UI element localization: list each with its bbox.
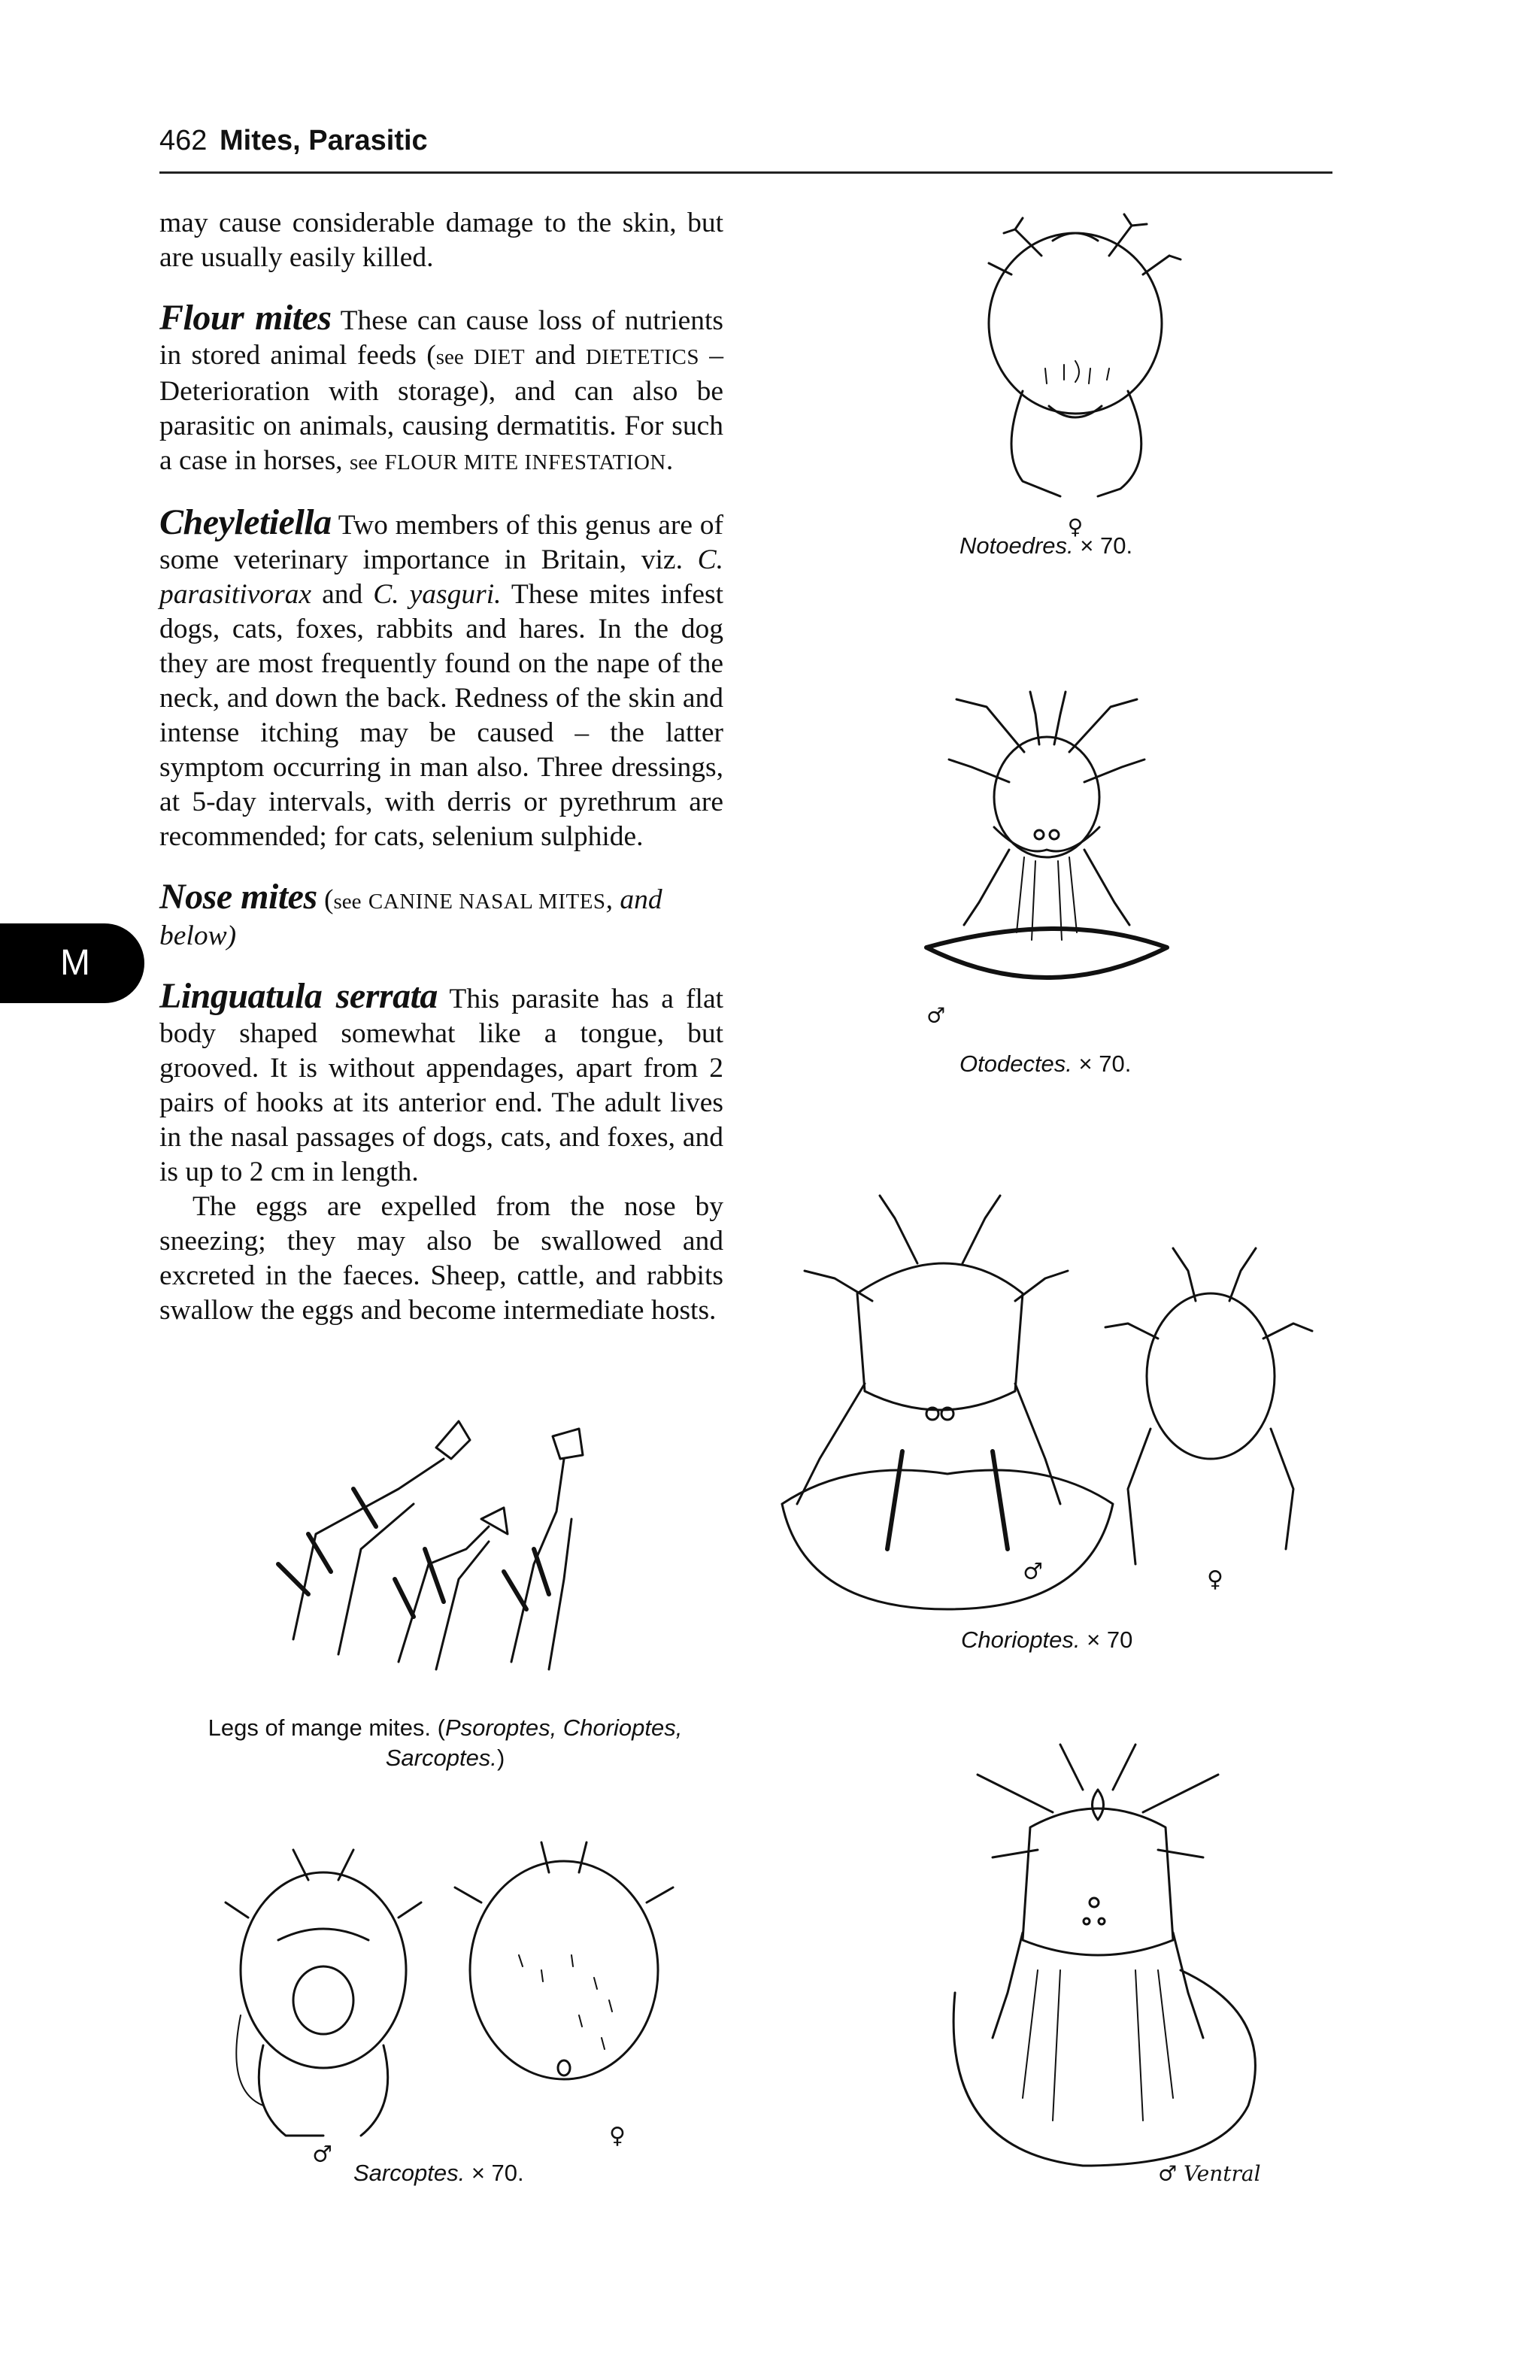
thumb-index-tab[interactable]: M xyxy=(0,923,144,1003)
headword: Linguatula serrata xyxy=(159,976,438,1016)
ventral-label: ♂ Ventral xyxy=(1158,2161,1261,2186)
caption-sarcoptes: Sarcoptes. × 70. xyxy=(353,2160,524,2186)
species-name: C. parasitivorax xyxy=(159,544,724,610)
chorioptes-leg xyxy=(395,1508,508,1669)
running-title: Mites, Parasitic xyxy=(220,125,428,156)
male-symbol: ♂ xyxy=(1023,1559,1043,1585)
sarcoptes-leg xyxy=(504,1429,583,1669)
entry-cheyletiella: Cheyletiella Two members of this genus are of some veterinary importance in Britain, viz. C. parasitivorax and C. yasguri. These mites infest dogs, cats, foxes, rabbits and hares. In the dog they are most frequently found on the nape of the neck, and down the back. Redness of the skin and intense itching may be caused – the latter symptom occurring in man also. Three dressings, at 5-day intervals, with derris or pyrethrum are recommended; for cats, selenium sulphide. xyxy=(159,502,724,852)
male-symbol: ♂ xyxy=(312,2142,332,2168)
psoroptes-ventral-illustration xyxy=(932,1745,1308,2196)
sarcoptes-male xyxy=(226,1850,421,2168)
caption-chorioptes: Chorioptes. × 70 xyxy=(961,1627,1133,1653)
caption-otodectes: Otodectes. × 70. xyxy=(959,1051,1132,1077)
text-column xyxy=(159,206,723,1328)
entry-linguatula: Linguatula serrata This parasite has a flat body shaped somewhat like a tongue, but grooved. It is without appendages, apart from 2 pairs of hooks at its anterior end. The adult lives in the nasal passages of dogs, cats, and foxes, and is up to 2 cm in length. xyxy=(159,976,724,1187)
species-name: C. yasguri. xyxy=(373,579,502,610)
caption-legs: Legs of mange mites. (Psoroptes, Chorioptes, Sarcoptes.) xyxy=(208,1715,683,1771)
page-number: 462 xyxy=(159,125,208,156)
cross-reference: DIETETICS xyxy=(585,345,699,369)
chorioptes-male xyxy=(782,1196,1113,1609)
cross-reference: FLOUR MITE INFESTATION xyxy=(384,450,666,474)
running-header xyxy=(159,125,1332,174)
chorioptes-illustration xyxy=(775,1188,1323,1609)
headword: Nose mites xyxy=(159,877,317,917)
female-symbol: ♀ xyxy=(609,2123,626,2149)
cross-reference: DIET xyxy=(474,345,526,369)
notoedres-illustration xyxy=(970,211,1196,539)
female-symbol: ♀ xyxy=(1207,1566,1223,1593)
caption-notoedres: Notoedres. × 70. xyxy=(959,532,1133,559)
linguatula-paragraph-2: The eggs are expelled from the nose by sneezing; they may also be swallowed and excreted in the faeces. Sheep, cattle, and rabbits swallow the eggs and become intermediate hosts. xyxy=(159,1191,723,1326)
male-symbol: ♂ xyxy=(926,1003,946,1028)
chorioptes-female xyxy=(1105,1248,1312,1593)
sarcoptes-illustration xyxy=(218,1820,684,2166)
intro-paragraph: may cause considerable damage to the skin, but are usually easily killed. xyxy=(159,208,723,273)
otodectes-illustration xyxy=(911,677,1182,1028)
cross-reference: CANINE NASAL MITES xyxy=(368,890,606,914)
psoroptes-leg xyxy=(278,1421,470,1654)
headword: Flour mites xyxy=(159,298,332,338)
sarcoptes-female xyxy=(455,1842,673,2149)
entry-flour-mites: Flour mites These can cause loss of nutrients in stored animal feeds (see DIET and DIETETICS – Deterioration with storage), and can also be parasitic on animals, causing dermatitis. For such a case in horses, see FLOUR MITE INFESTATION. xyxy=(159,298,724,476)
female-symbol: ♀ xyxy=(1067,514,1084,539)
entry-nose-mites: Nose mites (see CANINE NASAL MITES, and below) xyxy=(159,877,662,951)
mange-mite-legs-illustration xyxy=(263,1414,624,1699)
headword: Cheyletiella xyxy=(159,502,332,542)
